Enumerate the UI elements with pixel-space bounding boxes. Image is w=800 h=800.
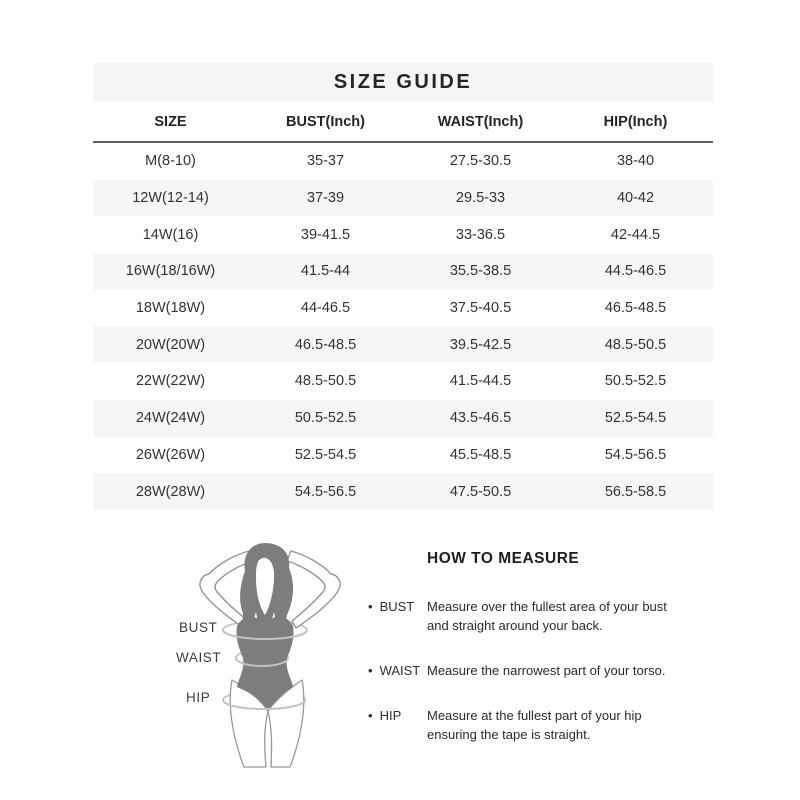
measure-item-text: Measure over the fullest area of your bust and straight around your back. [427,599,667,633]
table-cell: 41.5-44 [300,263,351,280]
table-cell: 12W(12-14) [132,190,209,207]
bullet-icon [368,597,373,635]
column-header-hip: HIP(Inch) [603,113,668,130]
table-cell: 16W(18/16W) [125,263,216,280]
table-cell: 48.5-50.5 [604,336,667,353]
table-cell: 41.5-44.5 [449,373,512,390]
bullet-icon [368,706,373,744]
table-cell: 50.5-52.5 [294,410,357,427]
table-cell: 45.5-48.5 [449,446,512,463]
figure-label-waist: WAIST [176,650,222,665]
table-cell: 40-42 [616,190,655,207]
measure-item-label: HIP [379,708,402,723]
table-cell: 35.5-38.5 [449,263,512,280]
table-row [93,363,713,400]
table-cell: 38-40 [616,153,655,170]
table-row [93,473,713,510]
title-banner [93,63,713,102]
table-cell: 54.5-56.5 [294,483,357,500]
table-header-row [93,102,713,143]
table-cell: 42-44.5 [610,226,661,243]
table-cell: 48.5-50.5 [294,373,357,390]
table-cell: 39.5-42.5 [449,336,512,353]
table-cell: 20W(20W) [135,336,206,353]
column-header-bust: BUST(Inch) [286,113,365,130]
table-cell: 29.5-33 [455,190,506,207]
table-cell: 26W(26W) [135,446,206,463]
table-row [93,326,713,363]
table-cell: 37-39 [306,190,345,207]
table-row [93,253,713,290]
table-cell: 54.5-56.5 [604,446,667,463]
table-cell: 27.5-30.5 [449,153,512,170]
table-cell: 39-41.5 [300,226,351,243]
table-cell: 56.5-58.5 [604,483,667,500]
table-row [93,216,713,253]
table-cell: 52.5-54.5 [604,410,667,427]
table-cell: 14W(16) [142,226,199,243]
table-cell: 50.5-52.5 [604,373,667,390]
how-to-measure-list [368,597,688,744]
bullet-icon [368,661,373,680]
measure-item-text: Measure at the fullest part of your hip ensuring the tape is straight. [427,708,642,742]
how-to-measure-heading: HOW TO MEASURE [427,550,580,567]
table-cell: 46.5-48.5 [604,300,667,317]
size-table [93,102,713,510]
table-cell: 43.5-46.5 [449,410,512,427]
column-header-size: SIZE [154,113,187,130]
column-header-waist: WAIST(Inch) [437,113,524,130]
table-cell: 24W(24W) [135,410,206,427]
page-title: SIZE GUIDE [333,71,473,93]
table-cell: 44-46.5 [300,300,351,317]
measure-item-bust [368,597,688,635]
measure-item-waist [368,661,688,680]
table-cell: 18W(18W) [135,300,206,317]
measure-item-label: BUST [379,599,415,614]
table-cell: 44.5-46.5 [604,263,667,280]
table-cell: 52.5-54.5 [294,446,357,463]
table-cell: 33-36.5 [455,226,506,243]
table-row [93,290,713,327]
table-cell: 22W(22W) [135,373,206,390]
table-row [93,143,713,180]
table-row [93,400,713,437]
size-table-body [93,143,713,510]
table-cell: 46.5-48.5 [294,336,357,353]
table-cell: 35-37 [306,153,345,170]
measure-item-label: WAIST [379,663,421,678]
figure-label-hip: HIP [186,690,211,705]
table-cell: 28W(28W) [135,483,206,500]
figure-label-bust: BUST [179,620,218,635]
table-cell: 37.5-40.5 [449,300,512,317]
measure-item-text: Measure the narrowest part of your torso. [427,663,666,678]
table-cell: 47.5-50.5 [449,483,512,500]
table-row [93,437,713,474]
table-row [93,180,713,217]
table-cell: M(8-10) [145,153,196,170]
measure-item-hip [368,706,688,744]
